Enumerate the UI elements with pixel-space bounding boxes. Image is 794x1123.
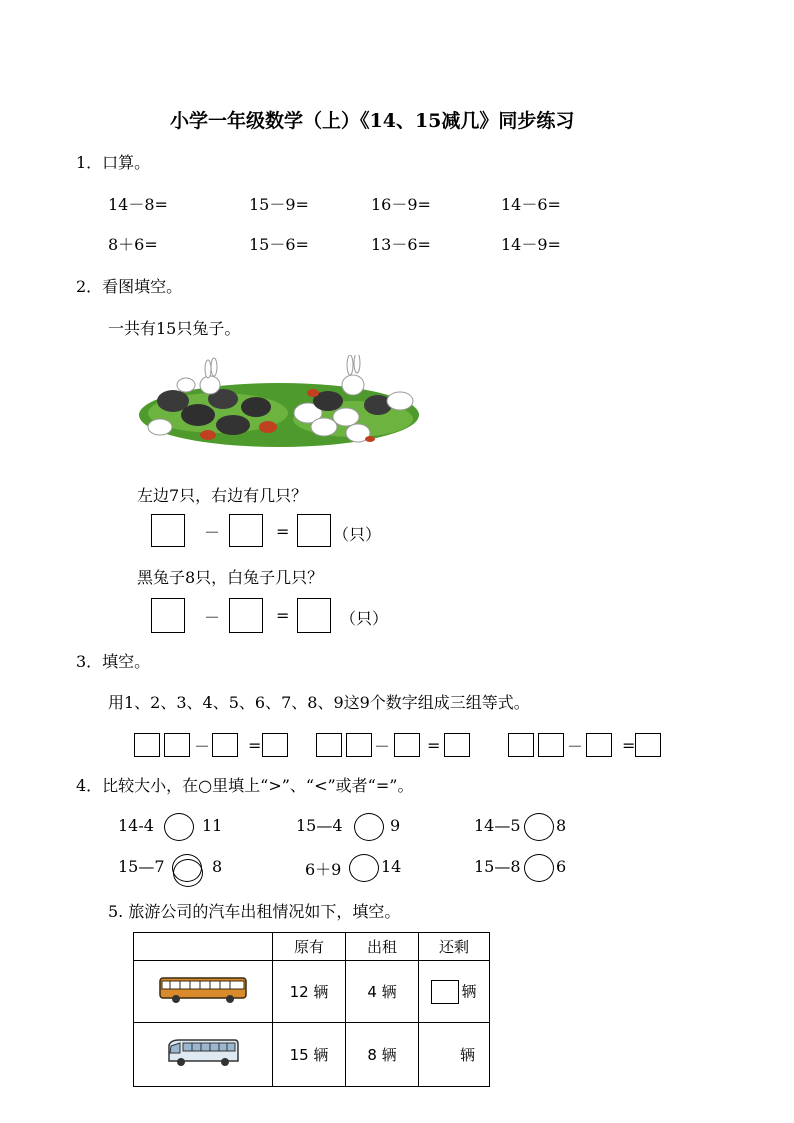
equals-sign: = bbox=[622, 736, 636, 755]
answer-box[interactable] bbox=[444, 733, 470, 757]
minus-sign: － bbox=[567, 737, 584, 756]
compare-left: 14-4 bbox=[118, 816, 154, 835]
cell-original: 12 辆 bbox=[273, 961, 346, 1023]
equals-sign: = bbox=[276, 522, 290, 541]
equals-sign: = bbox=[248, 736, 262, 755]
answer-box[interactable] bbox=[229, 598, 263, 633]
compare-left: 6＋9 bbox=[305, 860, 342, 879]
cell-rented: 4 辆 bbox=[346, 961, 419, 1023]
header-remaining: 还剩 bbox=[419, 933, 490, 961]
cell-original: 15 辆 bbox=[273, 1023, 346, 1087]
answer-box[interactable] bbox=[431, 980, 459, 1004]
rental-table bbox=[133, 932, 490, 1087]
q1-problem: 13－6= bbox=[371, 235, 431, 254]
rabbits-illustration bbox=[138, 355, 420, 450]
q4-heading: 4．比较大小，在○里填上“>”、“<”或者“=”。 bbox=[76, 776, 414, 795]
q3-instruction: 用1、2、3、4、5、6、7、8、9这9个数字组成三组等式。 bbox=[108, 693, 530, 712]
answer-box[interactable] bbox=[508, 733, 534, 757]
page-title: 小学一年级数学（上）《14、15减几》同步练习 bbox=[170, 110, 575, 132]
cell-remaining: 辆 bbox=[419, 1023, 490, 1087]
answer-box[interactable] bbox=[346, 733, 372, 757]
compare-circle[interactable] bbox=[524, 854, 554, 882]
compare-circle[interactable] bbox=[354, 813, 384, 841]
q1-problem: 15－6= bbox=[249, 235, 309, 254]
compare-circle[interactable] bbox=[349, 854, 379, 882]
compare-left: 14—5 bbox=[474, 816, 521, 835]
q2-heading: 2．看图填空。 bbox=[76, 277, 183, 296]
q2-sub2: 黑兔子8只，白兔子几只？ bbox=[137, 568, 324, 587]
answer-box[interactable] bbox=[316, 733, 342, 757]
minus-sign: － bbox=[194, 737, 211, 756]
compare-circle-shadow bbox=[173, 859, 203, 887]
header-original: 原有 bbox=[273, 933, 346, 961]
answer-box[interactable] bbox=[394, 733, 420, 757]
header-rented: 出租 bbox=[346, 933, 419, 961]
unit-label: （只） bbox=[340, 609, 389, 628]
minus-sign: － bbox=[204, 523, 221, 542]
compare-left: 15—4 bbox=[296, 816, 343, 835]
answer-box[interactable] bbox=[635, 733, 661, 757]
compare-circle[interactable] bbox=[524, 813, 554, 841]
compare-right: 9 bbox=[390, 816, 401, 835]
bus-icon bbox=[158, 975, 248, 1005]
compare-left: 15—7 bbox=[118, 857, 165, 876]
answer-box[interactable] bbox=[297, 598, 331, 633]
compare-right: 11 bbox=[202, 816, 223, 835]
vehicle-cell bbox=[134, 1023, 273, 1087]
answer-box[interactable] bbox=[151, 598, 185, 633]
q1-problem: 14－9= bbox=[501, 235, 561, 254]
answer-box[interactable] bbox=[164, 733, 190, 757]
q1-problem: 15－9= bbox=[249, 195, 309, 214]
answer-box[interactable] bbox=[297, 514, 331, 547]
minibus-icon bbox=[165, 1037, 241, 1069]
q5-heading: 5. 旅游公司的汽车出租情况如下，填空。 bbox=[108, 902, 401, 921]
cell-rented: 8 辆 bbox=[346, 1023, 419, 1087]
compare-right: 6 bbox=[556, 857, 567, 876]
answer-box[interactable] bbox=[262, 733, 288, 757]
vehicle-cell bbox=[134, 961, 273, 1023]
answer-box[interactable] bbox=[212, 733, 238, 757]
unit-label: 辆 bbox=[461, 982, 477, 1000]
answer-box[interactable] bbox=[134, 733, 160, 757]
q2-sub1: 左边7只，右边有几只？ bbox=[137, 486, 308, 505]
minus-sign: － bbox=[374, 737, 391, 756]
table-row bbox=[134, 1023, 490, 1087]
q1-problem: 16－9= bbox=[371, 195, 431, 214]
compare-circle[interactable] bbox=[164, 813, 194, 841]
table-corner bbox=[134, 933, 273, 961]
q2-intro: 一共有15只兔子。 bbox=[108, 319, 241, 338]
answer-box[interactable] bbox=[229, 514, 263, 547]
q1-problem: 14－8= bbox=[108, 195, 168, 214]
q1-problem: 14－6= bbox=[501, 195, 561, 214]
equals-sign: = bbox=[276, 606, 290, 625]
q1-problem: 8＋6= bbox=[108, 235, 158, 254]
q1-heading: 1．口算。 bbox=[76, 153, 151, 172]
answer-box[interactable] bbox=[151, 514, 185, 547]
answer-box[interactable] bbox=[586, 733, 612, 757]
compare-right: 8 bbox=[556, 816, 567, 835]
answer-box[interactable] bbox=[538, 733, 564, 757]
table-row bbox=[134, 961, 490, 1023]
compare-right: 8 bbox=[212, 857, 223, 876]
cell-remaining bbox=[419, 961, 490, 1023]
minus-sign: － bbox=[204, 608, 221, 627]
unit-label: （只） bbox=[333, 525, 382, 544]
compare-left: 15—8 bbox=[474, 857, 521, 876]
compare-right: 14 bbox=[381, 857, 402, 876]
q3-heading: 3．填空。 bbox=[76, 652, 151, 671]
equals-sign: = bbox=[427, 736, 441, 755]
